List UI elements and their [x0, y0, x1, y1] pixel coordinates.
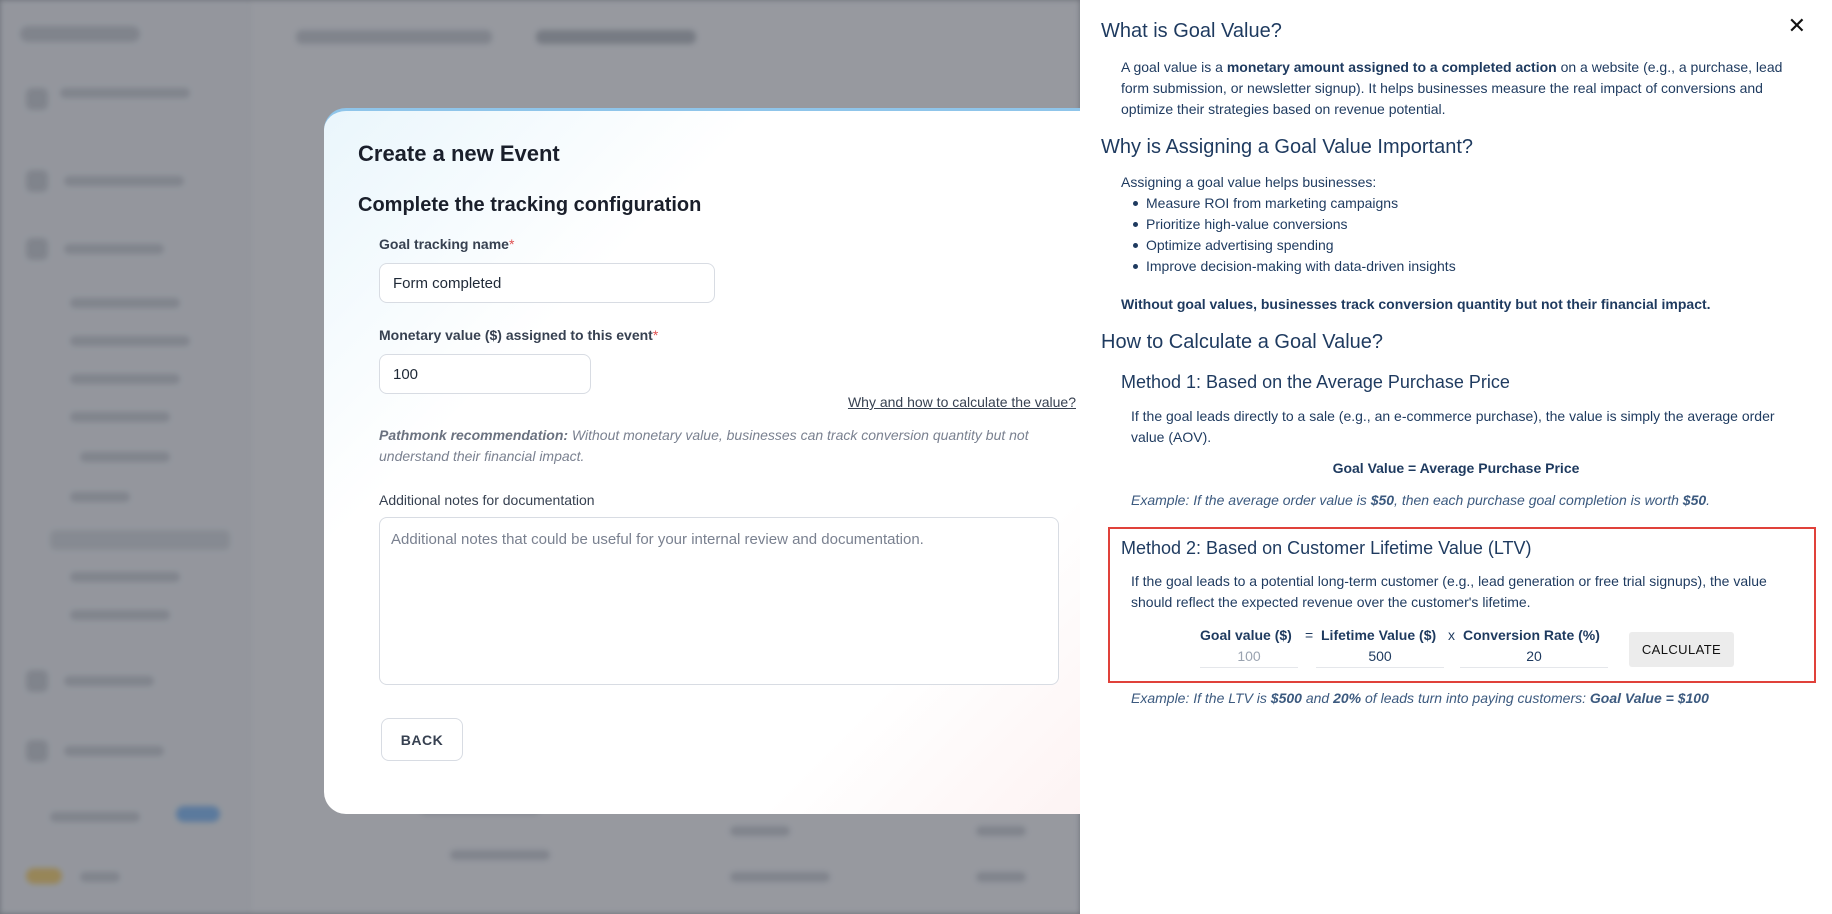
method2-title: Method 2: Based on Customer Lifetime Value (LTV)	[1121, 538, 1532, 558]
list-item: Optimize advertising spending	[1146, 235, 1456, 256]
why-calculate-link[interactable]: Why and how to calculate the value?	[847, 394, 1076, 410]
method1-example: Example: If the average order value is $50, then each purchase goal completion is worth $50.	[1131, 492, 1711, 508]
list-item: Measure ROI from marketing campaigns	[1146, 193, 1456, 214]
monetary-value-label: Monetary value ($) assigned to this event*	[379, 327, 659, 343]
calculate-button[interactable]: CALCULATE	[1629, 632, 1734, 667]
goal-value-help-panel	[1080, 0, 1832, 914]
method1-text: If the goal leads directly to a sale (e.g., an e-commerce purchase), the value is simply the average order value (AOV).	[1131, 408, 1775, 445]
modal-title: Create a new Event	[358, 141, 560, 166]
method1-title: Method 1: Based on the Average Purchase Price	[1121, 372, 1510, 392]
calc-times: x	[1448, 627, 1455, 643]
calc-rate-input[interactable]	[1460, 644, 1608, 668]
list-item: Improve decision-making with data-driven insights	[1146, 256, 1456, 277]
close-icon[interactable]: ✕	[1787, 13, 1806, 38]
calc-equals: =	[1305, 627, 1314, 643]
why-list	[1146, 193, 1456, 277]
method1-formula: Goal Value = Average Purchase Price	[1332, 460, 1580, 476]
heading-why-important: Why is Assigning a Goal Value Important?	[1101, 136, 1474, 158]
goal-name-label: Goal tracking name*	[379, 236, 515, 252]
notes-label: Additional notes for documentation	[379, 492, 595, 508]
calc-goal-label: Goal value ($)	[1200, 627, 1292, 643]
create-event-modal	[324, 108, 1080, 814]
why-intro: Assigning a goal value helps businesses:	[1121, 174, 1377, 190]
method2-text: If the goal leads to a potential long-term customer (e.g., lead generation or free trial signups), the value should reflect the expected revenue over the customer's lifetime.	[1131, 573, 1767, 610]
calc-ltv-label: Lifetime Value ($)	[1321, 627, 1437, 643]
list-item: Prioritize high-value conversions	[1146, 214, 1456, 235]
monetary-value-input[interactable]	[379, 354, 591, 394]
back-button[interactable]: BACK	[381, 718, 463, 761]
calc-ltv-input[interactable]	[1316, 644, 1444, 668]
calc-goal-value-field	[1200, 644, 1298, 668]
calc-rate-label: Conversion Rate (%)	[1463, 627, 1600, 643]
notes-textarea[interactable]	[379, 517, 1059, 685]
goal-name-input[interactable]	[379, 263, 715, 303]
method2-example: Example: If the LTV is $500 and 20% of leads turn into paying customers: Goal Value = $100	[1131, 690, 1709, 706]
heading-how-to-calculate: How to Calculate a Goal Value?	[1101, 331, 1384, 353]
modal-subtitle: Complete the tracking configuration	[358, 194, 702, 216]
heading-what-is-goal-value: What is Goal Value?	[1101, 20, 1282, 42]
what-paragraph: A goal value is a monetary amount assigned to a completed action on a website (e.g., a purchase, lead form submission, or newsletter signup). It helps businesses measure the real impact of conversions and optimize their strategies based on revenue potential.	[1121, 59, 1783, 117]
why-note: Without goal values, businesses track conversion quantity but not their financial impact.	[1121, 296, 1711, 312]
recommendation-text: Pathmonk recommendation: Without monetary value, businesses can track conversion quantity but not understand their financial impact.	[379, 427, 1029, 464]
